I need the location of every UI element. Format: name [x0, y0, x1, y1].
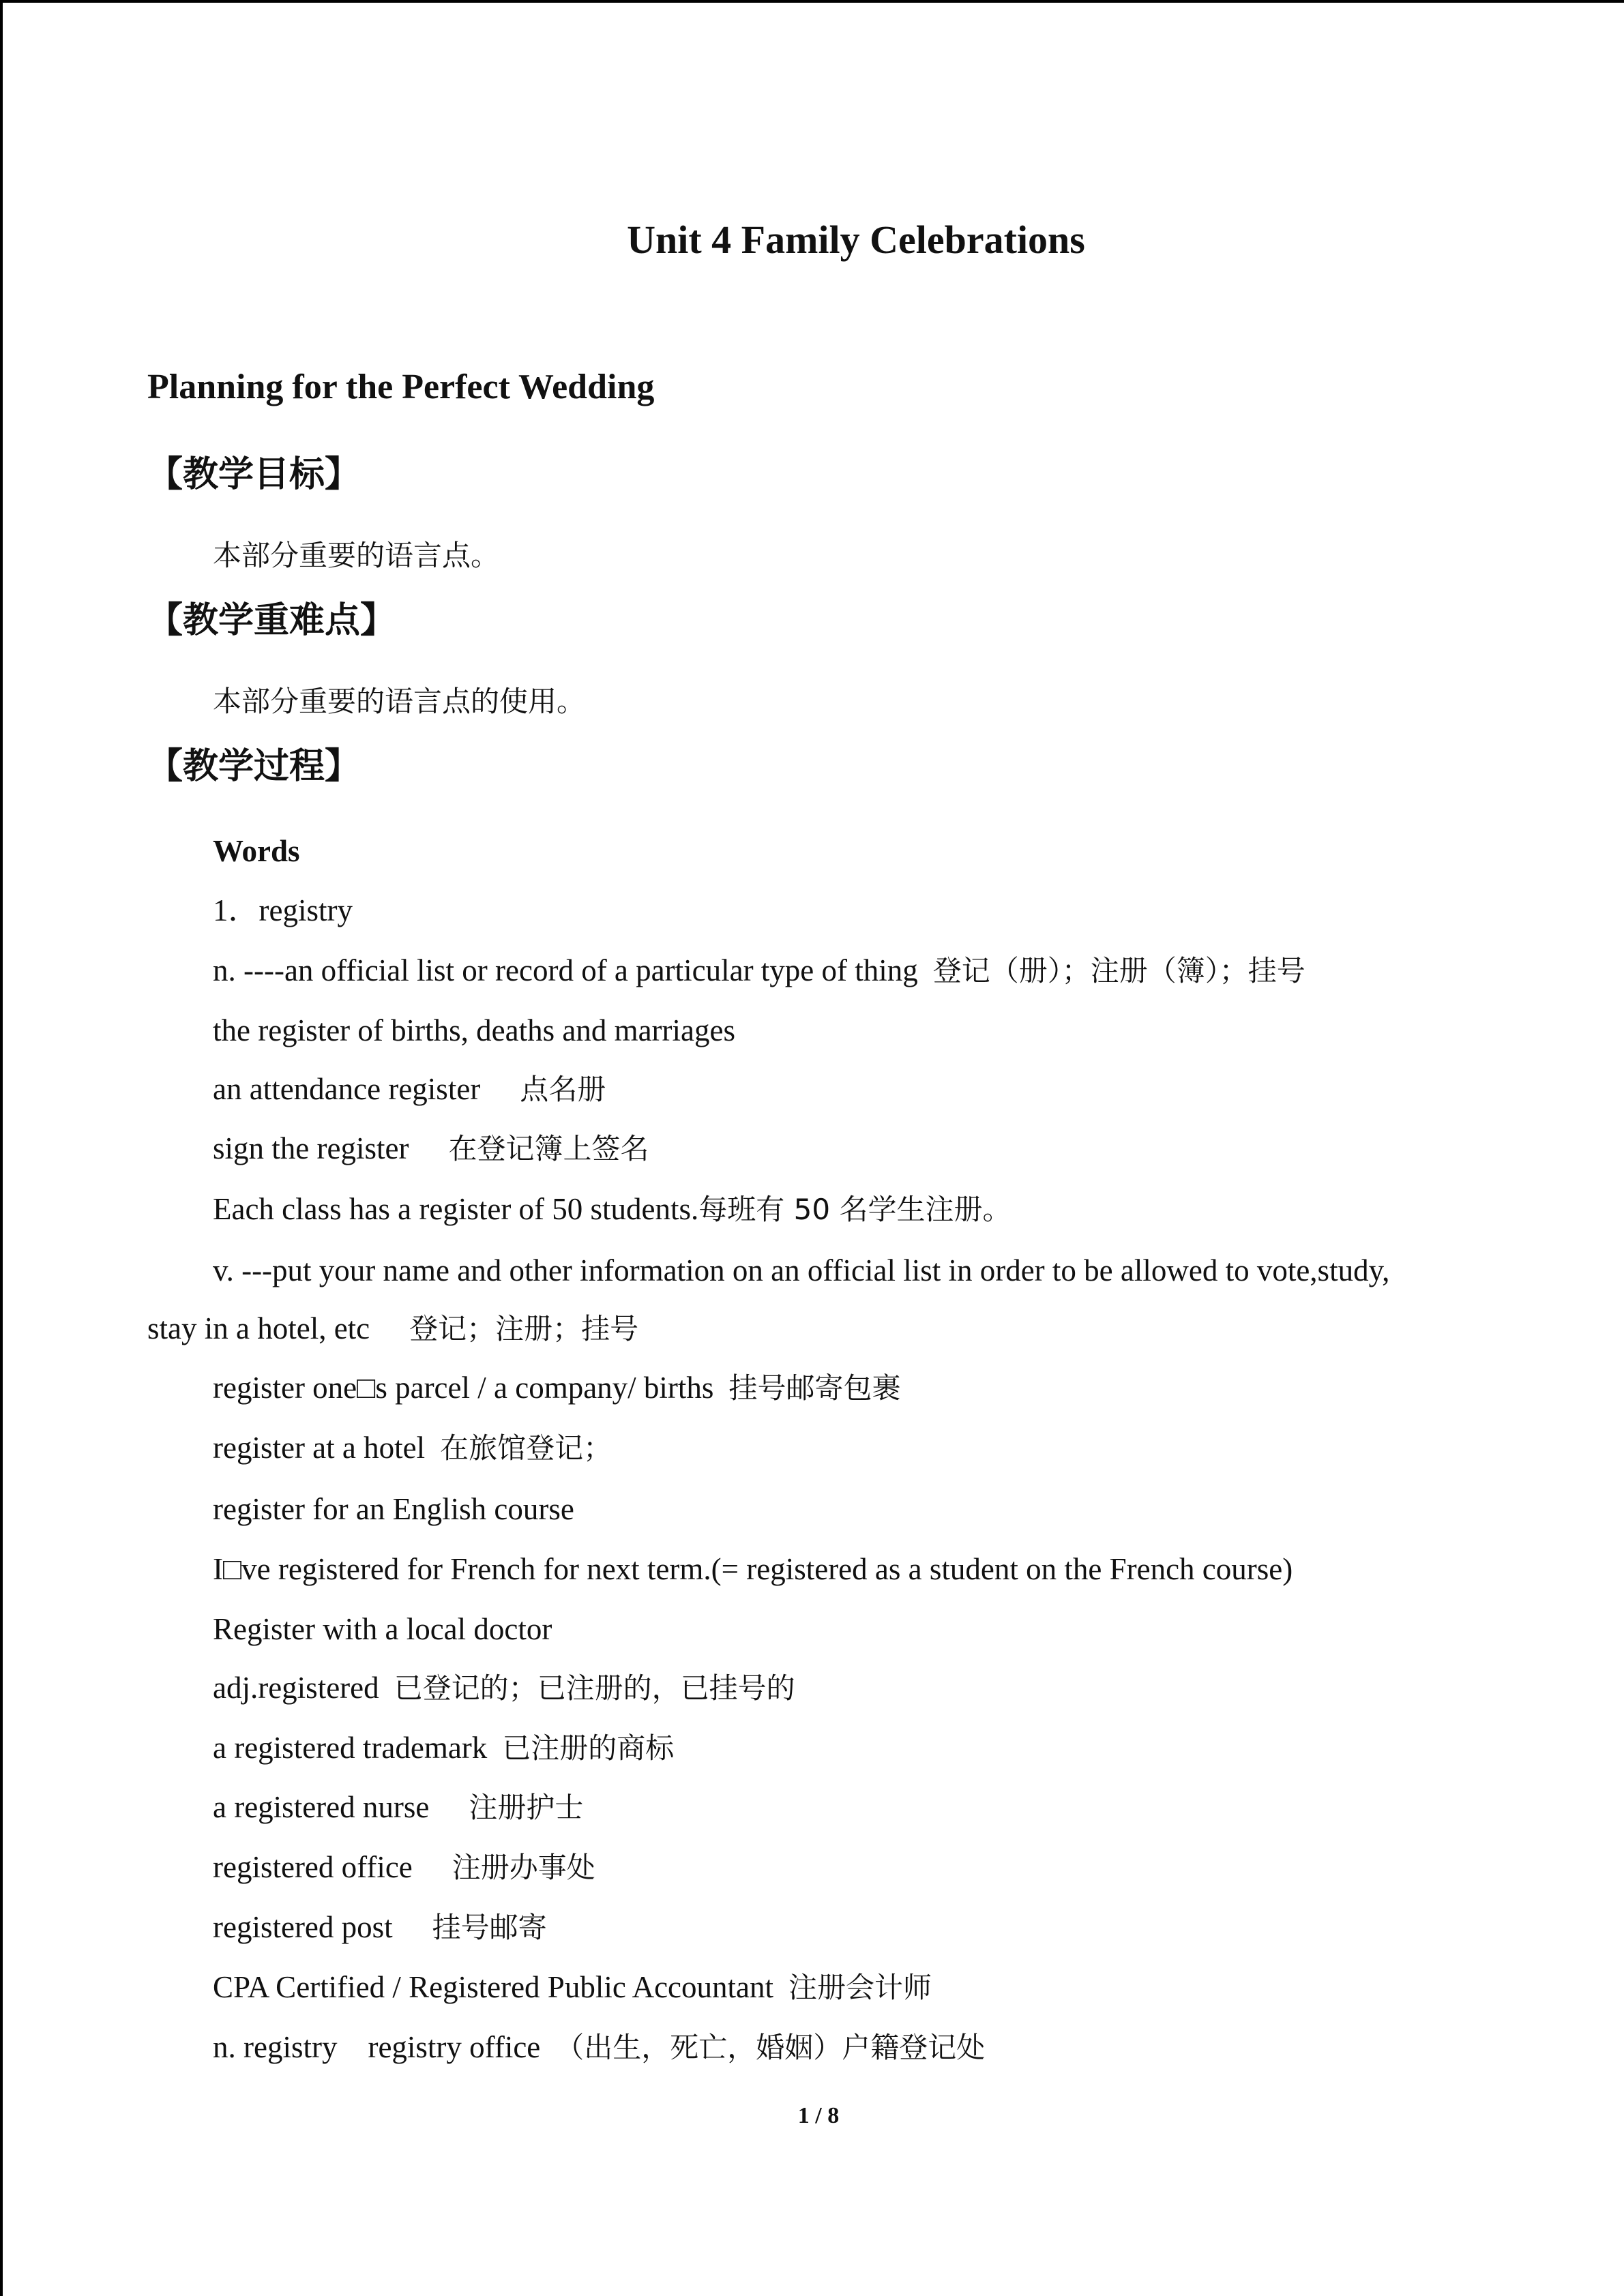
vocab-line-en: I□ve registered for French for next term.(= registered as a student on the French course) [213, 1552, 1293, 1586]
vocab-line-continued [147, 1306, 638, 1352]
vocab-line [213, 2025, 985, 2070]
vocab-line-zh: 挂号邮寄包裹 [728, 1371, 901, 1405]
section-heading-process: 【教学过程】 [147, 746, 361, 787]
vocab-line-en: register at a hotel [213, 1431, 426, 1465]
vocab-line-en: the register of births, deaths and marriages [213, 1013, 735, 1047]
vocab-line-zh: 在旅馆登记； [440, 1431, 612, 1465]
vocab-line [213, 1725, 674, 1771]
vocab-line-zh: 点名册 [520, 1073, 606, 1106]
vocab-line-zh: 挂号邮寄 [432, 1911, 547, 1944]
vocab-line-zh: 每班有 50 名学生注册。 [698, 1193, 1012, 1226]
vocab-line [213, 1785, 583, 1830]
vocab-line-en: v. ---put your name and other information on an official list in order to be allowed to vote,study, [213, 1253, 1390, 1287]
vocab-line-zh: 注册办事处 [452, 1851, 595, 1884]
vocab-line-en: a registered trademark [213, 1731, 488, 1765]
vocab-line-en: a registered nurse [213, 1790, 430, 1824]
section-heading-key-points: 【教学重难点】 [147, 600, 396, 641]
vocab-line-en: n. registry registry office [213, 2030, 541, 2064]
vocab-line [213, 1607, 552, 1652]
vocab-line-en: an attendance register [213, 1072, 481, 1106]
vocab-line [213, 1845, 595, 1890]
word-item-title: 1．registry [213, 893, 353, 927]
vocab-line-en: n. ----an official list or record of a particular type of thing [213, 953, 918, 987]
vocab-line-zh: 登记（册）；注册（簿）；挂号 [932, 954, 1305, 987]
vocab-line [213, 1187, 1011, 1232]
words-heading: Words [213, 834, 300, 868]
vocab-line-zh: 登记；注册；挂号 [409, 1312, 639, 1345]
vocab-line-zh: 在登记簿上签名 [448, 1132, 649, 1165]
lesson-subtitle: Planning for the Perfect Wedding [147, 368, 655, 406]
vocab-line-en: Register with a local doctor [213, 1612, 552, 1646]
vocab-line [213, 1067, 606, 1112]
vocab-line-en: register one□s parcel / a company/ births [213, 1371, 714, 1405]
vocab-line-en: CPA Certified / Registered Public Accountant [213, 1970, 773, 2004]
objectives-content: 本部分重要的语言点。 [213, 539, 500, 572]
vocab-line [213, 1547, 1293, 1592]
vocab-line [213, 1008, 735, 1053]
vocab-line [213, 1126, 649, 1172]
vocab-line-en: registered office [213, 1850, 413, 1884]
vocab-line-zh: 注册会计师 [788, 1971, 932, 2004]
vocab-line-zh: 注册护士 [469, 1791, 584, 1824]
vocab-line [213, 1248, 1389, 1293]
page-border-top [0, 0, 1624, 3]
vocab-line [213, 1425, 612, 1471]
vocab-line [213, 1965, 932, 2010]
section-heading-objectives: 【教学目标】 [147, 454, 361, 495]
vocab-line-en: Each class has a register of 50 students. [213, 1192, 699, 1226]
vocab-line-en: sign the register [213, 1131, 409, 1165]
document-title: Unit 4 Family Celebrations [627, 218, 1085, 262]
vocab-line-zh: 已注册的商标 [502, 1731, 675, 1765]
vocab-line-en: stay in a hotel, etc [147, 1311, 370, 1345]
vocab-line [213, 1365, 900, 1411]
page-border-left [0, 0, 3, 2296]
page-indicator: 1 / 8 [797, 2103, 840, 2128]
vocab-line-en: adj.registered [213, 1671, 379, 1705]
vocab-line-en: register for an English course [213, 1492, 574, 1526]
vocab-line-zh: （出生，死亡，婚姻）户籍登记处 [555, 2031, 986, 2064]
vocab-line [213, 948, 1305, 994]
vocab-line [213, 1487, 574, 1532]
vocab-line [213, 1905, 547, 1950]
vocab-line-en: registered post [213, 1910, 393, 1944]
key-points-content: 本部分重要的语言点的使用。 [213, 685, 586, 718]
vocab-line [213, 1665, 795, 1711]
vocab-line-zh: 已登记的；已注册的，已挂号的 [394, 1671, 795, 1705]
